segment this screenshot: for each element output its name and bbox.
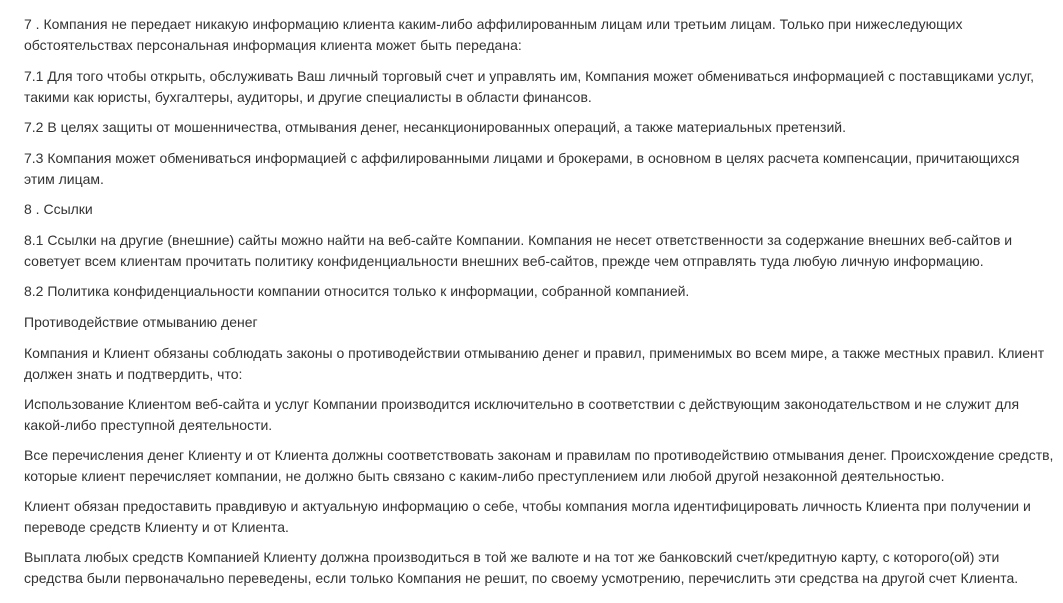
- paragraph-7-3: 7.3 Компания может обмениваться информацией с аффилированными лицами и брокерами, в основном в целях расчета компенсации, причитающихся этим лицам.: [24, 150, 1020, 187]
- paragraph-8-1: 8.1 Ссылки на другие (внешние) сайты можно найти на веб-сайте Компании. Компания не несет ответственности за содержание внешних веб-сайтов и советует всем клиентам прочитать политику конфиденциальности внешних веб-сайтов, прежде чем отправлять туда любую личную информацию.: [24, 232, 1013, 269]
- paragraph-7-2: 7.2 В целях защиты от мошенничества, отмывания денег, несанкционированных операций, а также материальных претензий.: [24, 119, 846, 135]
- aml-intro: Компания и Клиент обязаны соблюдать законы о противодействии отмыванию денег и правил, применимых во всем мире, а также местных правил. Клиент должен знать и подтвердить, что:: [24, 345, 1045, 382]
- paragraph-7: 7 . Компания не передает никакую информацию клиента каким-либо аффилированным лицам или третьим лицам. Только при нижеследующих обстоятельствах персональная информация клиента может быть передана:: [24, 16, 963, 53]
- aml-clause-usage: Использование Клиентом веб-сайта и услуг Компании производится исключительно в соответствии с действующим законодательством и не служит для какой-либо преступной деятельности.: [24, 396, 1020, 433]
- aml-clause-transfers: Все перечисления денег Клиенту и от Клиента должны соответствовать законам и правилам по противодействию отмывания денег. Происхождение средств, которые клиент перечисляет компании, не должно быть связано с каким-либо преступлением или любой другой незаконной деятельностью.: [24, 447, 1054, 484]
- aml-heading: Противодействие отмыванию денег: [24, 314, 258, 330]
- section-8-heading: 8 . Ссылки: [24, 201, 93, 217]
- paragraph-7-1: 7.1 Для того чтобы открыть, обслуживать Ваш личный торговый счет и управлять им, Компания может обмениваться информацией с поставщиками услуг, такими как юристы, бухгалтеры, аудиторы, и другие специалисты в области финансов.: [24, 68, 1035, 105]
- aml-clause-identity: Клиент обязан предоставить правдивую и актуальную информацию о себе, чтобы компания могла идентифицировать личность Клиента при получении и переводе средств Клиенту и от Клиента.: [24, 498, 1031, 535]
- paragraph-8-2: 8.2 Политика конфиденциальности компании относится только к информации, собранной компанией.: [24, 283, 690, 299]
- aml-clause-payouts: Выплата любых средств Компанией Клиенту должна производиться в той же валюте и на тот же банковский счет/кредитную карту, с которого(ой) эти средства были первоначально переведены, если только Компания не решит, по своему усмотрению, перечислить эти средства на другой счет Клиента.: [24, 549, 1019, 586]
